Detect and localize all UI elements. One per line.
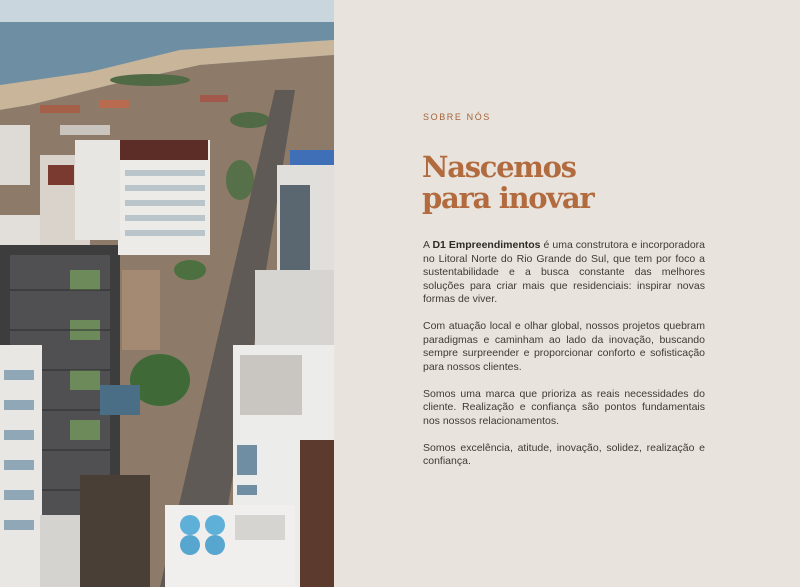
paragraph-approach: Com atuação local e olhar global, nossos projetos quebram paradigmas e caminham ao lado da inovação, buscando sempre surpreender e proporcionar conforto e sofisticação para nossos clientes.	[423, 320, 705, 373]
headline-line-1: Nascemos	[422, 150, 576, 184]
paragraph-intro-prefix: A	[423, 239, 433, 251]
city-aerial-illustration	[0, 0, 334, 587]
section-headline	[422, 152, 593, 214]
paragraph-intro	[423, 239, 705, 307]
paragraph-brand: Somos uma marca que prioriza as reais necessidades do cliente. Realização e confiança são pontos fundamentais nos nossos relacionamentos.	[423, 387, 705, 427]
paragraph-intro-rest: é uma construtora e incorporadora no Litoral Norte do Rio Grande do Sul, que tem por foco a sustentabilidade e a busca constante das melhores soluções para criar mais que residenciais: inspirar novas formas de viver.	[423, 239, 705, 305]
city-aerial-photo	[0, 0, 334, 587]
paragraph-values: Somos excelência, atitude, inovação, solidez, realização e confiança.	[423, 441, 705, 467]
section-eyebrow: SOBRE NÓS	[423, 112, 491, 122]
section-body	[423, 239, 705, 482]
about-section	[334, 0, 800, 587]
headline-line-2: para inovar	[422, 181, 594, 215]
brand-name: D1 Empreendimentos	[432, 239, 541, 251]
